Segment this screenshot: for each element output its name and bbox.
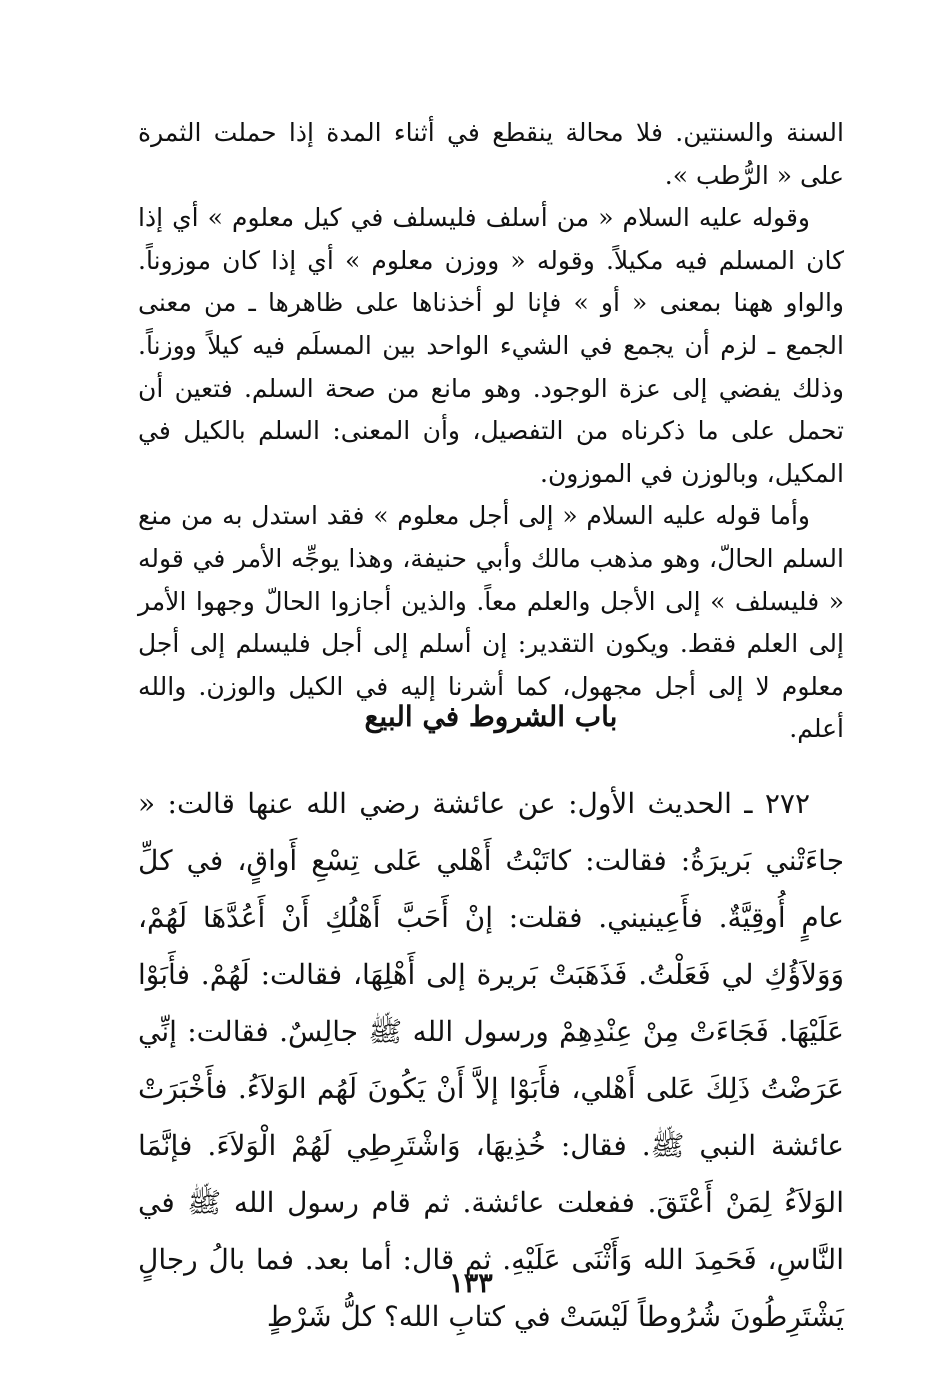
section-title: باب الشروط في البيع bbox=[364, 700, 618, 733]
commentary-text bbox=[138, 112, 844, 751]
paragraph-2: وقوله عليه السلام « من أسلف فليسلف في كيل معلوم » أي إذا كان المسلم فيه مكيلاً. وقوله « ووزن معلوم » أي إذا كان موزوناً. والواو ههنا بمعنى « أو » فإنا لو أخذناها على ظاهرها ـ من معنى الجمع ـ لزم أن يجمع في الشيء الواحد بين المسلَم فيه كيلاً ووزناً. وذلك يفضي إلى عزة الوجود. وهو مانع من صحة السلم. فتعين أن تحمل على ما ذكرناه من التفصيل، وأن المعنى: السلم بالكيل في المكيل، وبالوزن في الموزون. bbox=[138, 203, 844, 488]
hadith-272: ٢٧٢ ـ الحديث الأول: عن عائشة رضي الله عنها قالت: « جاءَتْني بَريرَةُ: فقالت: كاتَبْتُ أَهْلي عَلى تِسْعِ أَواقٍ، في كلِّ عامٍ أُوقِيَّةٌ. فأَعِينيني. فقلت: إنْ أَحَبَّ أَهْلُكِ أَنْ أَعُدَّهَا لَهُمْ، وَوَلاَؤُكِ لي فَعَلْتُ. فَذَهَبَتْ بَريرة إلى أَهْلِهَا، فقالت: لَهُمْ. فأَبَوْا عَلَيْهَا. فَجَاءَتْ مِنْ عِنْدِهِمْ ورسول الله ﷺ جالِسٌ. فقالت: إنِّي عَرَضْتُ ذَلِكَ عَلى أَهْلي، فأَبَوْا إلاَّ أَنْ يَكُونَ لَهُم الوَلاَءُ. فأَخْبَرَتْ عائشة النبي ﷺ. فقال: خُذِيهَا، وَاشْتَرِطِي لَهُمْ الْوَلاَءَ. فإنَّمَا الوَلاَءُ لِمَنْ أَعْتَقَ. ففعلت عائشة. ثم قام رسول الله ﷺ في النَّاسِ، فَحَمِدَ الله وَأَثْنَى عَلَيْهِ. ثم قال: أما بعد. فما بالُ رجالٍ يَشْتَرِطُونَ شُرُوطاً لَيْسَتْ في كتابِ الله؟ كلُّ شَرْطٍ bbox=[138, 787, 844, 1333]
paragraph-3: وأما قوله عليه السلام « إلى أجل معلوم » فقد استدل به من منع السلم الحالّ، وهو مذهب مالك وأبي حنيفة، وهذا يوجِّه الأمر في قوله « فليسلف » إلى الأجل والعلم معاً. والذين أجازوا الحالّ وجهوا الأمر إلى العلم فقط. ويكون التقدير: إن أسلم إلى أجل فليسلم إلى أجل معلوم لا إلى أجل مجهول، كما أشرنا إليه في الكيل والوزن. والله أعلم. bbox=[138, 501, 844, 744]
hadith-text bbox=[138, 775, 844, 1345]
page-number: ١٣٣ bbox=[449, 1268, 493, 1299]
paragraph-1: السنة والسنتين. فلا محالة ينقطع في أثناء المدة إذا حملت الثمرة على « الرُّطب ». bbox=[138, 118, 844, 190]
